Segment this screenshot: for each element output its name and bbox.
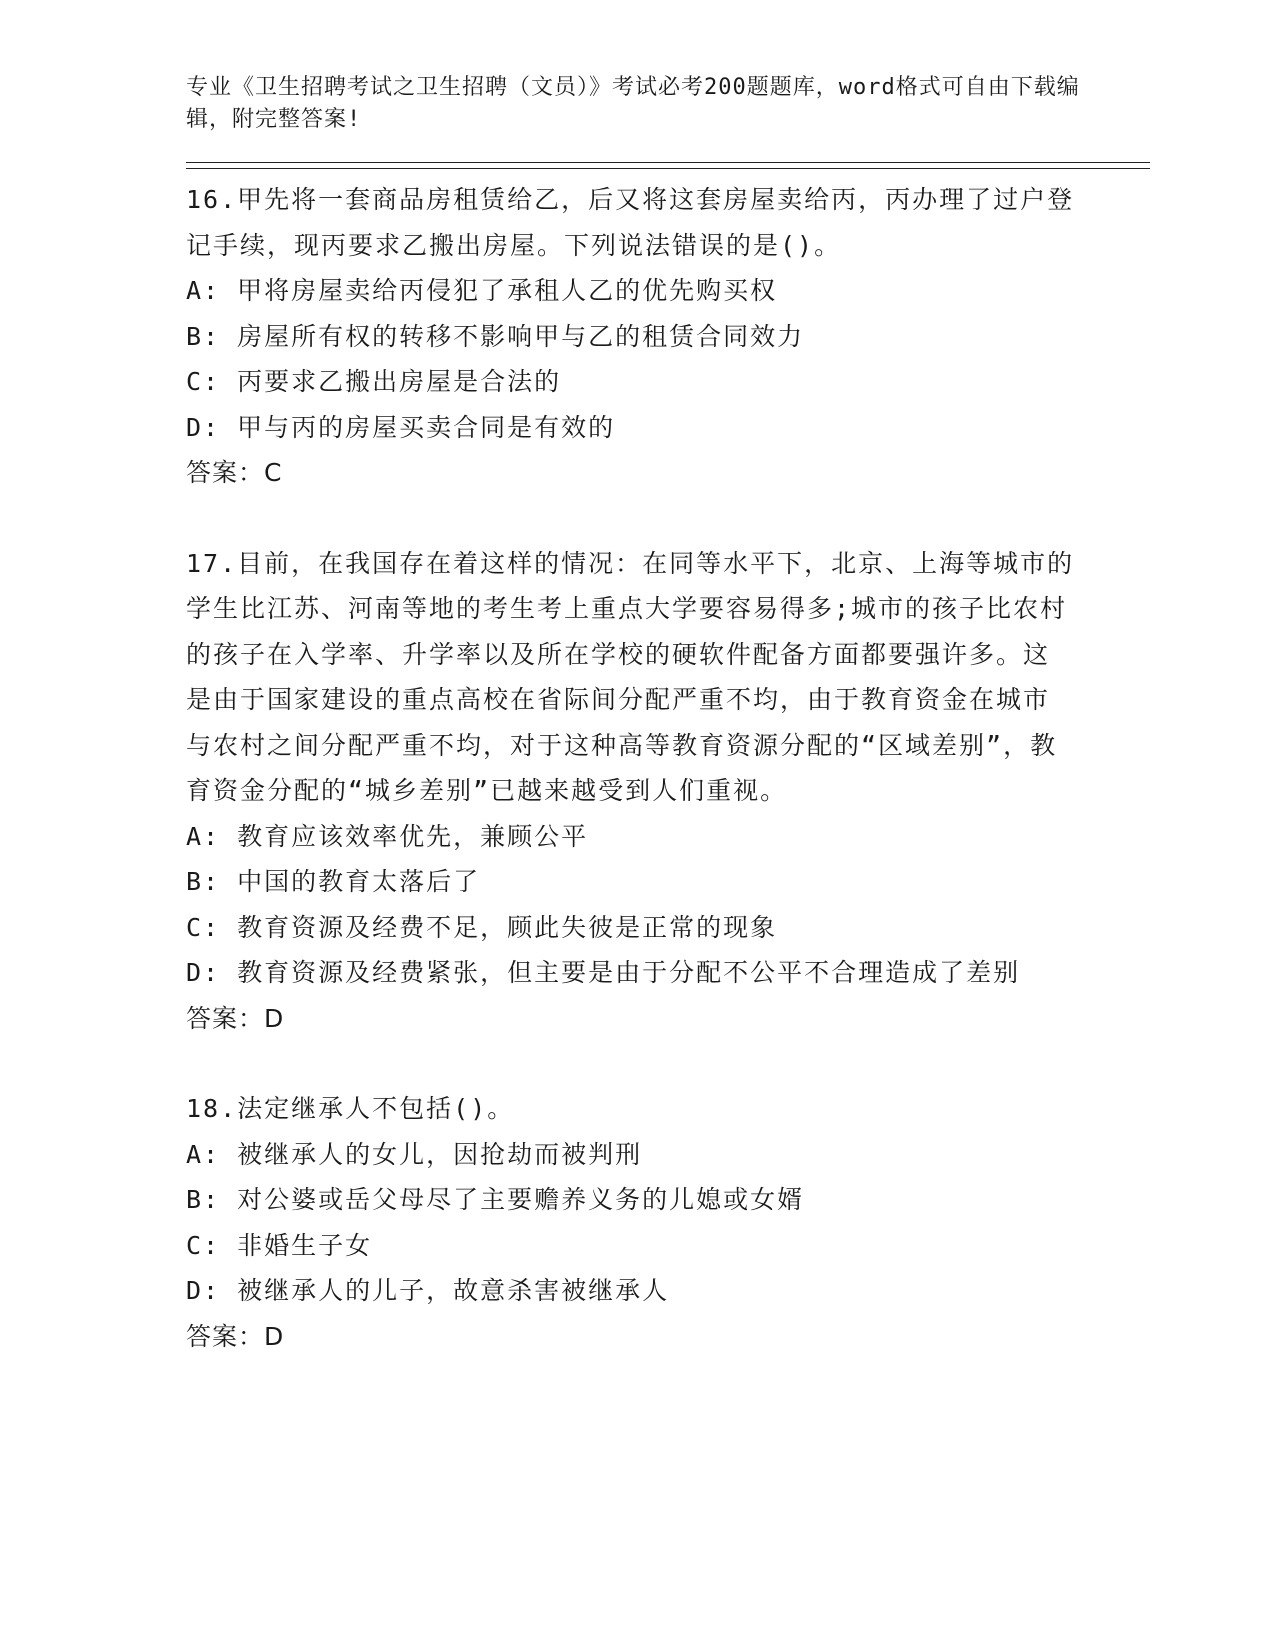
option-a: A: 甲将房屋卖给丙侵犯了承租人乙的优先购买权 [186,276,778,305]
document-header: 专业《卫生招聘考试之卫生招聘（文员）》考试必考200题题库，word格式可自由下载编辑，附完整答案! [186,75,1080,132]
option-b: B: 对公婆或岳父母尽了主要赡养义务的儿媳或女婿 [186,1185,805,1214]
question-18 [186,1086,1146,1359]
option-d: D: 教育资源及经费紧张，但主要是由于分配不公平不合理造成了差别 [186,958,1021,987]
option-b: B: 中国的教育太落后了 [186,867,481,896]
question-16 [186,177,1146,496]
question-stem: 17.目前，在我国存在着这样的情况：在同等水平下，北京、上海等城市的学生比江苏、河南等地的考生考上重点大学要容易得多;城市的孩子比农村的孩子在入学率、升学率以及所在学校的硬软件配备方面都要强许多。这是由于国家建设的重点高校在省际间分配严重不均，由于教育资金在城市与农村之间分配严重不均，对于这种高等教育资源分配的“区域差别”，教育资金分配的“城乡差别”已越来越受到人们重视。 [186,548,1075,805]
option-c: C: 教育资源及经费不足，顾此失彼是正常的现象 [186,912,778,942]
header-divider [186,162,1150,169]
question-stem: 16.甲先将一套商品房租赁给乙，后又将这套房屋卖给丙，丙办理了过户登记手续，现丙要求乙搬出房屋。下列说法错误的是()。 [186,185,1075,260]
document-page [186,72,1146,1359]
option-a: A: 被继承人的女儿，因抢劫而被判刑 [186,1139,643,1169]
answer-line: 答案：D [186,1321,285,1351]
option-b: B: 房屋所有权的转移不影响甲与乙的租赁合同效力 [186,321,805,351]
answer-line: 答案：C [186,458,283,487]
option-c: C: 非婚生子女 [186,1230,373,1260]
question-17 [186,541,1146,1042]
option-c: C: 丙要求乙搬出房屋是合法的 [186,367,562,396]
option-d: D: 甲与丙的房屋买卖合同是有效的 [186,412,616,442]
question-stem: 18.法定继承人不包括()。 [186,1094,515,1123]
option-a: A: 教育应该效率优先，兼顾公平 [186,821,589,851]
answer-line: 答案：D [186,1003,285,1033]
option-d: D: 被继承人的儿子，故意杀害被继承人 [186,1276,670,1305]
